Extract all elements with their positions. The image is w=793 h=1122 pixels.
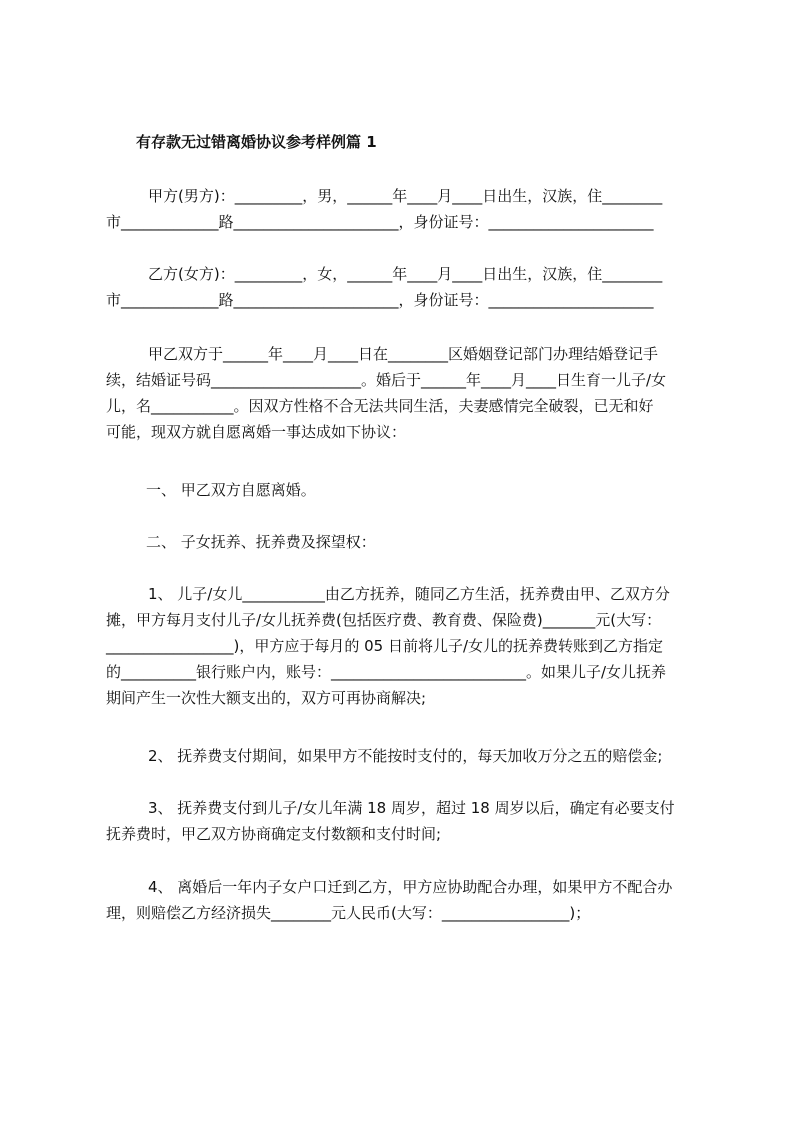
clause-line: 二、 子女抚养、抚养费及探望权： [146,533,376,551]
paragraph-line: 甲方(男方)：_________，男，______年____月____日出生，汉族，住________ [148,187,663,205]
paragraph-line: 1、 儿子/女儿___________由乙方抚养，随同乙方生活，抚养费由甲、乙双方分 [148,585,670,603]
party-a-paragraph [106,183,706,235]
party-b-paragraph [106,261,706,313]
paragraph-line: 2、 抚养费支付期间，如果甲方不能按时支付的，每天加收万分之五的赔偿金; [148,747,663,765]
paragraph-line: 期间产生一次性大额支出的，双方可再协商解决; [106,689,427,707]
paragraph-line: 的__________银行账户内，账号：__________________________。如果儿子/女儿抚养 [106,663,667,681]
paragraph-line: 理，则赔偿乙方经济损失________元人民币(大写：_________________)； [106,904,591,922]
document-title: 有存款无过错离婚协议参考样例篇 1 [136,133,377,151]
paragraph-line: 乙方(女方)：_________，女，______年____月____日出生，汉族，住________ [148,265,663,283]
paragraph-line: 续，结婚证号码____________________。婚后于______年____月____日生育一儿子/女 [106,371,667,389]
marriage-background-paragraph [106,341,706,445]
item-1-paragraph [106,581,706,711]
item-4-paragraph [106,874,706,926]
paragraph-line: 市_____________路______________________，身份证号：______________________ [106,291,654,309]
item-3-paragraph [106,795,706,847]
clause-2 [106,529,706,555]
paragraph-line: 市_____________路______________________，身份证号：______________________ [106,213,654,231]
clause-1 [106,477,706,503]
clause-line: 一、 甲乙双方自愿离婚。 [146,481,316,499]
paragraph-line: 抚养费时，甲乙双方协商确定支付数额和支付时间; [106,825,442,843]
paragraph-line: 可能，现双方就自愿离婚一事达成如下协议： [106,423,407,441]
paragraph-line: 4、 离婚后一年内子女户口迁到乙方，甲方应协助配合办理，如果甲方不配合办 [148,878,673,896]
paragraph-line: _________________)，甲方应于每月的 05 日前将儿子/女儿的抚养费转账到乙方指定 [106,637,664,655]
paragraph-line: 儿，名___________。因双方性格不合无法共同生活，夫妻感情完全破裂，已无和好 [106,397,654,415]
paragraph-line: 摊，甲方每月支付儿子/女儿抚养费(包括医疗费、教育费、保险费)_______元(大写： [106,611,662,629]
paragraph-line: 3、 抚养费支付到儿子/女儿年满 18 周岁，超过 18 周岁以后，确定有必要支付 [148,799,675,817]
paragraph-line: 甲乙双方于______年____月____日在________区婚姻登记部门办理结婚登记手 [148,345,659,363]
item-2-paragraph [106,743,706,769]
